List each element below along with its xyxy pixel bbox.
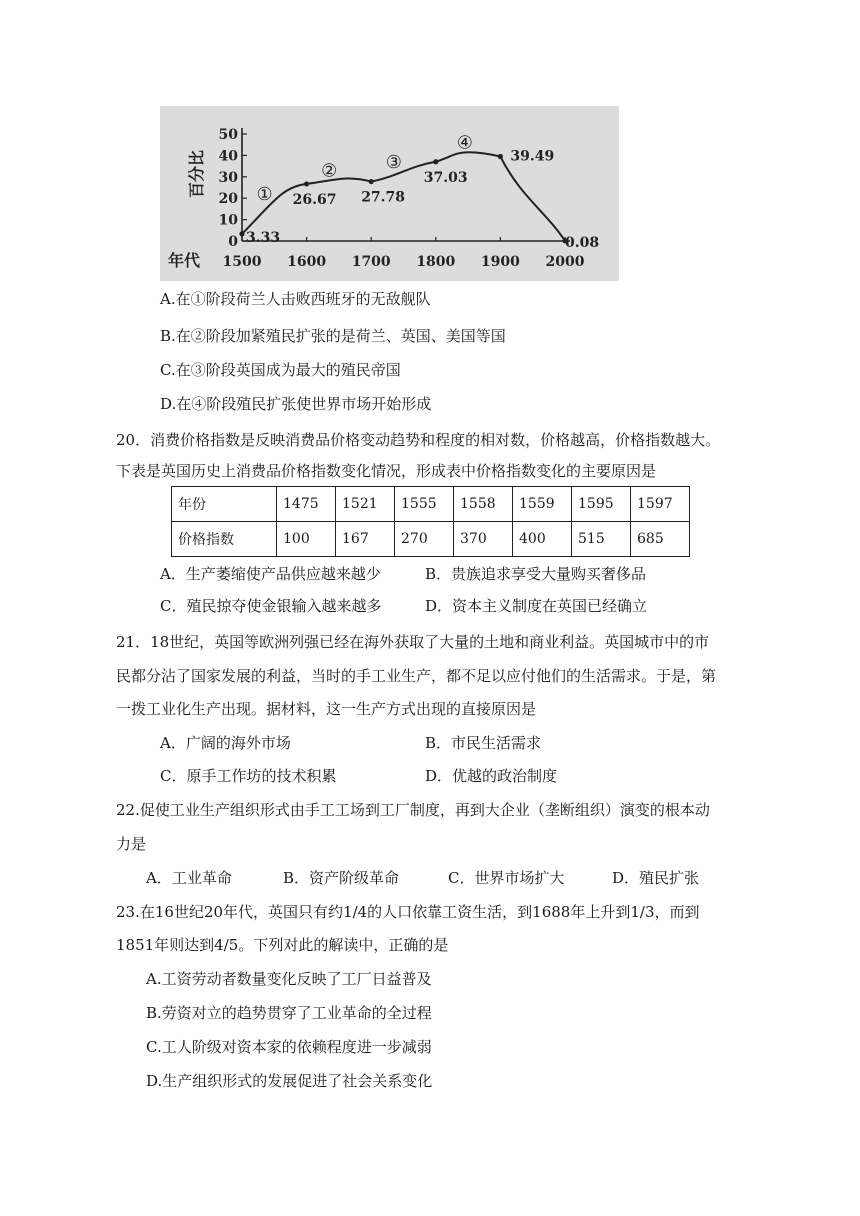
index-cell: 515 (572, 522, 631, 557)
year-cell: 1555 (395, 487, 454, 522)
x-tick-label: 1600 (287, 254, 327, 270)
index-cell: 270 (395, 522, 454, 557)
y-tick-label: 0 (228, 234, 238, 250)
q23-stem-line1: 23.在16世纪20年代，英国只有约1/4的人口依靠工资生活，到1688年上升到1/3，而到 (116, 903, 700, 921)
x-tick-label: 1700 (351, 254, 391, 270)
q21-option-c[interactable]: C．原手工作坊的技术积累 (160, 767, 337, 785)
year-cell: 1597 (631, 487, 690, 522)
q22-option-a[interactable]: A．工业革命 (146, 869, 232, 887)
q22-option-b[interactable]: B．资产阶级革命 (283, 869, 400, 887)
data-point (369, 179, 374, 184)
data-label: 39.49 (510, 148, 555, 165)
q21-option-d[interactable]: D．优越的政治制度 (425, 767, 558, 785)
q20-stem-line2: 下表是英国历史上消费品价格指数变化情况，形成表中价格指数变化的主要原因是 (116, 462, 657, 480)
q21-option-a[interactable]: A．广阔的海外市场 (160, 734, 291, 752)
price-index-table (171, 486, 690, 557)
index-cell: 100 (277, 522, 336, 557)
data-label: 3.33 (246, 229, 281, 246)
q19-option-a[interactable]: A.在①阶段荷兰人击败西班牙的无敌舰队 (160, 290, 431, 308)
data-label: 27.78 (361, 189, 406, 206)
q22-option-d[interactable]: D．殖民扩张 (612, 869, 700, 887)
q22-stem-line1: 22.促使工业生产组织形式由手工工场到工厂制度，再到大企业（垄断组织）演变的根本动 (116, 801, 710, 819)
index-cell: 167 (336, 522, 395, 557)
year-cell: 1521 (336, 487, 395, 522)
index-cell: 685 (631, 522, 690, 557)
q21-stem-line3: 一拨工业化生产出现。据材料，这一生产方式出现的直接原因是 (116, 700, 537, 718)
table-row (172, 487, 690, 522)
q22-option-c[interactable]: C．世界市场扩大 (448, 869, 565, 887)
q20-stem-line1: 20．消费价格指数是反映消费品价格变动趋势和程度的相对数，价格越高，价格指数越大。 (116, 431, 721, 449)
q23-option-d[interactable]: D.生产组织形式的发展促进了社会关系变化 (146, 1072, 433, 1090)
line-chart (160, 106, 619, 281)
data-label: 37.03 (423, 169, 468, 186)
q19-option-b[interactable]: B.在②阶段加紧殖民扩张的是荷兰、英国、美国等国 (160, 327, 506, 345)
x-tick-label: 1800 (416, 254, 456, 270)
q20-option-b[interactable]: B．贵族追求享受大量购买奢侈品 (425, 565, 647, 583)
row-label-index: 价格指数 (172, 522, 277, 557)
y-tick-label: 20 (218, 191, 238, 208)
data-point (498, 154, 503, 159)
y-tick-label: 10 (218, 212, 238, 229)
q23-option-b[interactable]: B.劳资对立的趋势贯穿了工业革命的全过程 (146, 1004, 432, 1022)
stage-marker: ② (321, 160, 338, 182)
stage-marker: ③ (385, 151, 402, 173)
stage-marker: ④ (456, 132, 473, 154)
q23-option-a[interactable]: A.工资劳动者数量变化反映了工厂日益普及 (146, 970, 432, 988)
data-point (239, 231, 244, 236)
index-cell: 400 (513, 522, 572, 557)
data-label: 0.08 (565, 234, 600, 251)
q23-stem-line2: 1851年则达到4/5。下列对此的解读中，正确的是 (116, 936, 449, 954)
year-cell: 1558 (454, 487, 513, 522)
q21-option-b[interactable]: B．市民生活需求 (425, 734, 542, 752)
y-tick-label: 40 (218, 148, 238, 165)
x-tick-label: 2000 (545, 254, 585, 270)
index-cell: 370 (454, 522, 513, 557)
y-axis-label: 百分比 (187, 149, 206, 199)
data-label: 26.67 (292, 191, 337, 208)
q20-option-a[interactable]: A．生产萎缩使产品供应越来越少 (160, 565, 381, 583)
data-point (304, 181, 309, 186)
q22-stem-line2: 力是 (116, 835, 147, 853)
x-tick-label: 1900 (480, 254, 520, 270)
y-tick-label: 50 (218, 127, 238, 143)
year-cell: 1595 (572, 487, 631, 522)
q19-option-c[interactable]: C.在③阶段英国成为最大的殖民帝国 (160, 361, 401, 379)
chart-svg (160, 106, 619, 281)
q21-stem-line1: 21．18世纪，英国等欧洲列强已经在海外获取了大量的土地和商业利益。英国城市中的市 (116, 633, 710, 651)
year-cell: 1475 (277, 487, 336, 522)
year-cell: 1559 (513, 487, 572, 522)
y-tick-label: 30 (218, 169, 238, 186)
q20-option-d[interactable]: D．资本主义制度在英国已经确立 (425, 597, 648, 615)
stage-marker: ① (256, 183, 273, 205)
q23-option-c[interactable]: C.工人阶级对资本家的依赖程度进一步减弱 (146, 1038, 432, 1056)
x-tick-label: 1500 (222, 254, 262, 270)
data-point (433, 159, 438, 164)
q19-option-d[interactable]: D.在④阶段殖民扩张使世界市场开始形成 (160, 395, 432, 413)
row-label-year: 年份 (172, 487, 277, 522)
q21-stem-line2: 民都分沾了国家发展的利益，当时的手工业生产，都不足以应付他们的生活需求。于是，第 (116, 667, 717, 685)
table-row (172, 522, 690, 557)
q20-option-c[interactable]: C．殖民掠夺使金银输入越来越多 (160, 597, 382, 615)
x-axis-label: 年代 (168, 251, 201, 270)
